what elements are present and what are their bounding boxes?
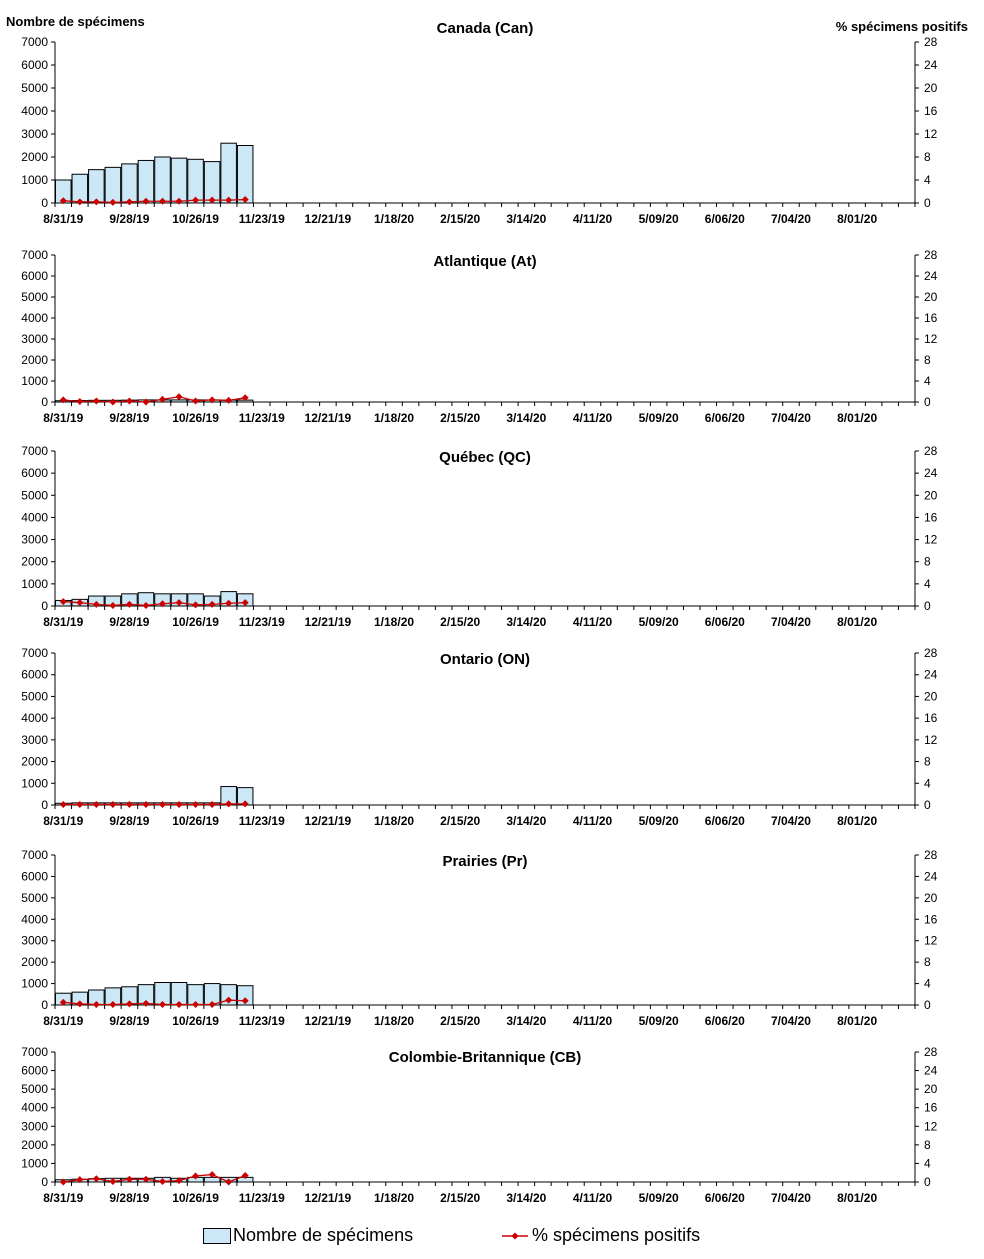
x-tick-label: 7/04/20 [770,212,811,226]
y-right-tick-label: 12 [924,332,938,346]
x-tick-label: 10/26/19 [172,212,219,226]
x-tick-label: 7/04/20 [770,1014,811,1028]
y-right-tick-label: 20 [924,290,938,304]
y-left-axis-title: Nombre de spécimens [6,14,145,29]
x-tick-label: 7/04/20 [770,411,811,425]
x-tick-label: 12/21/19 [304,212,352,226]
chart-title: Canada (Can) [436,20,534,37]
x-tick-label: 9/28/19 [109,1014,150,1028]
y-right-tick-label: 16 [924,1100,938,1115]
y-left-tick-label: 0 [41,196,48,210]
y-right-tick-label: 4 [924,976,931,991]
x-tick-label: 7/04/20 [770,615,811,629]
y-right-tick-label: 8 [924,955,931,970]
y-right-tick-label: 20 [924,488,938,503]
y-left-tick-label: 0 [41,1175,48,1189]
positive-point [176,393,183,400]
x-tick-label: 1/18/20 [374,615,415,629]
x-tick-label: 7/04/20 [770,814,811,828]
x-tick-label: 5/09/20 [638,1191,679,1205]
x-tick-label: 2/15/20 [440,411,481,425]
bar [89,170,105,203]
positive-point [225,397,232,404]
y-left-tick-label: 4000 [21,711,48,726]
y-left-tick-label: 2000 [21,353,48,367]
y-right-tick-label: 24 [924,269,938,283]
positive-point [209,801,216,808]
x-tick-label: 2/15/20 [440,1191,481,1205]
y-right-tick-label: 12 [924,532,938,547]
positive-point [93,801,100,808]
x-tick-label: 10/26/19 [172,615,219,629]
x-tick-label: 8/31/19 [43,411,84,425]
x-tick-label: 10/26/19 [172,1191,219,1205]
positive-point [192,801,199,808]
y-right-tick-label: 28 [924,848,938,862]
y-right-tick-label: 16 [924,311,938,325]
y-left-tick-label: 3000 [21,332,48,346]
positive-point [76,801,83,808]
x-tick-label: 12/21/19 [304,615,352,629]
chart-title: Prairies (Pr) [442,853,528,870]
y-left-tick-label: 6000 [21,667,48,682]
y-left-tick-label: 3000 [21,933,48,948]
y-right-tick-label: 8 [924,353,931,367]
x-tick-label: 8/01/20 [837,1191,878,1205]
x-tick-label: 8/31/19 [43,1014,84,1028]
x-tick-label: 5/09/20 [638,615,679,629]
x-tick-label: 3/14/20 [506,1014,547,1028]
y-right-tick-label: 0 [924,1175,931,1189]
chart-title: Québec (QC) [439,449,531,466]
y-right-tick-label: 12 [924,732,938,747]
y-right-tick-label: 0 [924,395,931,409]
x-tick-label: 3/14/20 [506,212,547,226]
y-right-tick-label: 28 [924,444,938,458]
y-right-tick-label: 8 [924,150,931,164]
x-tick-label: 2/15/20 [440,615,481,629]
x-tick-label: 11/23/19 [238,1014,285,1028]
x-tick-label: 9/28/19 [109,814,150,828]
bar [155,157,171,203]
x-tick-label: 2/15/20 [440,814,481,828]
bar [237,146,253,204]
bar [122,164,138,203]
y-right-tick-label: 4 [924,576,931,591]
x-tick-label: 12/21/19 [304,814,352,828]
y-left-tick-label: 1000 [21,776,48,791]
x-tick-label: 6/06/20 [704,411,745,425]
y-right-tick-label: 20 [924,689,938,704]
positive-point [142,801,149,808]
y-left-tick-label: 5000 [21,689,48,704]
x-tick-label: 12/21/19 [304,1014,352,1028]
y-left-tick-label: 0 [41,798,48,812]
y-right-tick-label: 16 [924,711,938,726]
y-right-tick-label: 8 [924,754,931,769]
y-left-tick-label: 5000 [21,890,48,905]
legend-line-marker-icon [502,1229,528,1243]
x-tick-label: 8/01/20 [837,814,878,828]
y-right-tick-label: 12 [924,127,938,141]
y-right-tick-label: 4 [924,173,931,187]
y-left-tick-label: 2000 [21,955,48,970]
x-tick-label: 3/14/20 [506,411,547,425]
y-left-tick-label: 3000 [21,532,48,547]
y-left-tick-label: 3000 [21,127,48,141]
x-tick-label: 6/06/20 [704,1014,745,1028]
y-left-tick-label: 7000 [21,848,48,862]
x-tick-label: 11/23/19 [238,212,285,226]
y-left-tick-label: 3000 [21,1119,48,1134]
y-right-tick-label: 28 [924,248,938,262]
y-left-tick-label: 6000 [21,466,48,481]
x-tick-label: 9/28/19 [109,411,150,425]
x-tick-label: 4/11/20 [572,1191,613,1205]
x-tick-label: 6/06/20 [704,814,745,828]
x-tick-label: 6/06/20 [704,615,745,629]
y-left-tick-label: 2000 [21,554,48,569]
x-tick-label: 12/21/19 [304,411,352,425]
bar [138,160,154,203]
y-left-tick-label: 1000 [21,576,48,591]
y-right-tick-label: 16 [924,104,938,118]
x-tick-label: 11/23/19 [238,814,285,828]
x-tick-label: 5/09/20 [638,1014,679,1028]
y-right-tick-label: 4 [924,776,931,791]
y-right-tick-label: 24 [924,58,938,72]
y-left-tick-label: 1000 [21,1156,48,1171]
y-right-tick-label: 12 [924,1119,938,1134]
x-tick-label: 11/23/19 [238,615,285,629]
y-right-tick-label: 24 [924,667,938,682]
legend-label-specimens: Nombre de spécimens [233,1225,414,1245]
y-right-tick-label: 12 [924,933,938,948]
x-tick-label: 9/28/19 [109,212,150,226]
x-tick-label: 7/04/20 [770,1191,811,1205]
y-left-tick-label: 5000 [21,488,48,503]
x-tick-label: 5/09/20 [638,411,679,425]
legend-label-positive: % spécimens positifs [532,1225,701,1245]
y-left-tick-label: 1000 [21,173,48,187]
y-right-tick-label: 28 [924,646,938,660]
y-left-tick-label: 4000 [21,510,48,525]
y-right-tick-label: 20 [924,1082,938,1097]
x-tick-label: 11/23/19 [238,411,285,425]
positive-point [126,397,133,404]
y-right-tick-label: 4 [924,374,931,388]
bar [188,159,204,203]
y-right-tick-label: 0 [924,998,931,1012]
bar [105,167,121,203]
x-tick-label: 6/06/20 [704,1191,745,1205]
y-left-tick-label: 5000 [21,81,48,95]
y-left-tick-label: 4000 [21,912,48,927]
x-tick-label: 2/15/20 [440,212,481,226]
positive-point [192,397,199,404]
chart-title: Atlantique (At) [433,253,537,270]
legend-item-positive [502,1225,700,1246]
bar [171,158,187,203]
y-left-tick-label: 6000 [21,869,48,884]
x-tick-label: 4/11/20 [572,1014,613,1028]
y-left-tick-label: 6000 [21,58,48,72]
x-tick-label: 6/06/20 [704,212,745,226]
x-tick-label: 3/14/20 [506,814,547,828]
x-tick-label: 10/26/19 [172,814,219,828]
x-tick-label: 3/14/20 [506,615,547,629]
x-tick-label: 2/15/20 [440,1014,481,1028]
positive-point [76,398,83,405]
y-left-tick-label: 2000 [21,150,48,164]
y-left-tick-label: 0 [41,599,48,613]
y-right-tick-label: 8 [924,554,931,569]
y-right-axis-title: % spécimens positifs [835,19,968,34]
y-left-tick-label: 4000 [21,1100,48,1115]
positive-point [126,801,133,808]
y-right-tick-label: 0 [924,599,931,613]
y-right-tick-label: 16 [924,912,938,927]
x-tick-label: 1/18/20 [374,814,415,828]
positive-point [109,399,116,406]
legend-bar-swatch [203,1228,231,1244]
y-left-tick-label: 0 [41,395,48,409]
x-tick-label: 11/23/19 [238,1191,285,1205]
y-left-tick-label: 5000 [21,290,48,304]
x-tick-label: 8/01/20 [837,212,878,226]
y-right-tick-label: 24 [924,466,938,481]
x-tick-label: 8/31/19 [43,1191,84,1205]
y-right-tick-label: 0 [924,798,931,812]
y-right-tick-label: 4 [924,1156,931,1171]
x-tick-label: 1/18/20 [374,1014,415,1028]
y-left-tick-label: 7000 [21,248,48,262]
positive-point [93,397,100,404]
y-left-tick-label: 7000 [21,646,48,660]
x-tick-label: 4/11/20 [572,814,613,828]
y-left-tick-label: 4000 [21,104,48,118]
x-tick-label: 4/11/20 [572,615,613,629]
x-tick-label: 12/21/19 [304,1191,352,1205]
x-tick-label: 1/18/20 [374,212,415,226]
y-right-tick-label: 20 [924,890,938,905]
x-tick-label: 8/31/19 [43,212,84,226]
positive-line [63,804,245,805]
y-right-tick-label: 8 [924,1137,931,1152]
bar [221,143,237,203]
y-right-tick-label: 28 [924,35,938,49]
y-left-tick-label: 2000 [21,754,48,769]
legend-item-specimens [203,1225,413,1246]
chart-title: Ontario (ON) [440,651,530,668]
x-tick-label: 8/31/19 [43,814,84,828]
x-tick-label: 9/28/19 [109,1191,150,1205]
positive-point [60,801,67,808]
y-left-tick-label: 4000 [21,311,48,325]
x-tick-label: 1/18/20 [374,1191,415,1205]
x-tick-label: 5/09/20 [638,814,679,828]
x-tick-label: 8/01/20 [837,1014,878,1028]
y-left-tick-label: 1000 [21,374,48,388]
x-tick-label: 9/28/19 [109,615,150,629]
positive-point [176,801,183,808]
y-right-tick-label: 0 [924,196,931,210]
y-left-tick-label: 0 [41,998,48,1012]
x-tick-label: 10/26/19 [172,411,219,425]
y-right-tick-label: 24 [924,1063,938,1078]
y-left-tick-label: 2000 [21,1137,48,1152]
y-left-tick-label: 5000 [21,1082,48,1097]
x-tick-label: 5/09/20 [638,212,679,226]
y-left-tick-label: 7000 [21,35,48,49]
y-left-tick-label: 1000 [21,976,48,991]
chart-title: Colombie-Britannique (CB) [388,1049,582,1066]
y-left-tick-label: 6000 [21,1063,48,1078]
y-right-tick-label: 20 [924,81,938,95]
y-left-tick-label: 3000 [21,732,48,747]
x-tick-label: 8/01/20 [837,615,878,629]
x-tick-label: 1/18/20 [374,411,415,425]
x-tick-label: 10/26/19 [172,1014,219,1028]
y-left-tick-label: 7000 [21,1045,48,1059]
y-right-tick-label: 16 [924,510,938,525]
x-tick-label: 3/14/20 [506,1191,547,1205]
positive-point [109,801,116,808]
x-tick-label: 4/11/20 [572,411,613,425]
y-left-tick-label: 7000 [21,444,48,458]
y-left-tick-label: 6000 [21,269,48,283]
y-right-tick-label: 28 [924,1045,938,1059]
y-right-tick-label: 24 [924,869,938,884]
positive-point [159,801,166,808]
x-tick-label: 8/01/20 [837,411,878,425]
x-tick-label: 8/31/19 [43,615,84,629]
x-tick-label: 4/11/20 [572,212,613,226]
